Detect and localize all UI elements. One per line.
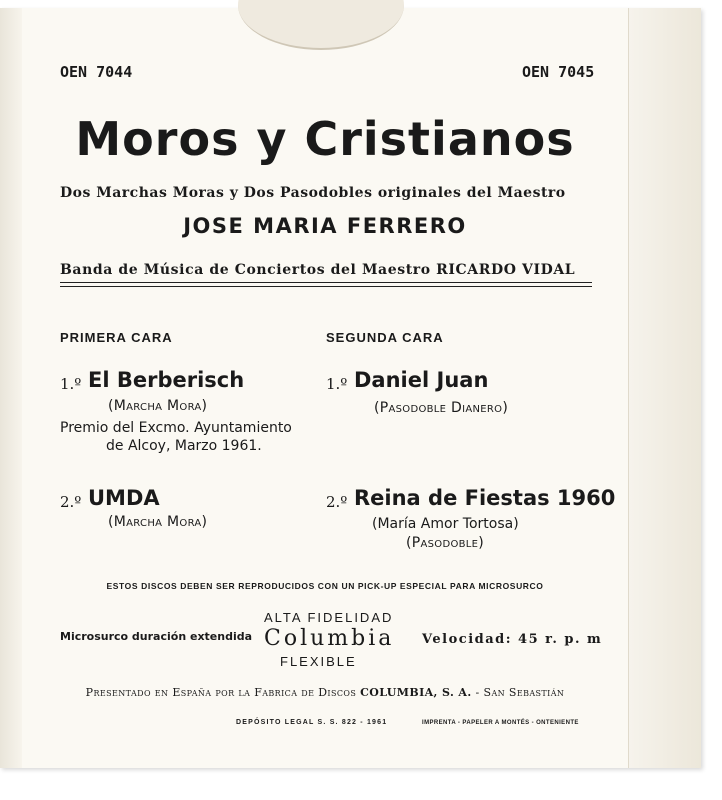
album-subtitle: Dos Marchas Moras y Dos Pasodobles originales del Maestro xyxy=(60,185,566,201)
divider-line-bottom xyxy=(60,286,592,287)
side-a-track-1-note-1: Premio del Excmo. Ayuntamiento xyxy=(60,420,292,436)
side-a-track-1-number: 1.º xyxy=(60,375,82,393)
band-credit: Banda de Música de Conciertos del Maestro RICARDO VIDAL xyxy=(60,262,576,278)
side-b-track-2-title: Reina de Fiestas 1960 xyxy=(354,486,616,510)
side-b-track-1-genre: (Pasodoble Dianero) xyxy=(374,400,509,416)
printer-credit: IMPRENTA - PAPELER A MONTÉS - ONTENIENTE xyxy=(422,720,579,726)
side-a-heading: PRIMERA CARA xyxy=(60,330,173,345)
side-a-track-2-number: 2.º xyxy=(60,493,82,511)
side-a-track-1-title: El Berberisch xyxy=(88,368,245,392)
side-b-track-1-title: Daniel Juan xyxy=(354,368,489,392)
side-b-track-2-number: 2.º xyxy=(326,493,348,511)
side-b-track-2-genre: (Pasodoble) xyxy=(406,535,485,551)
presented-suffix: - San Sebastián xyxy=(475,686,565,699)
presented-company: COLUMBIA, S. A. xyxy=(360,686,472,699)
side-a-track-1-note-2: de Alcoy, Marzo 1961. xyxy=(106,438,262,454)
presented-prefix: Presentado en España por la Fabrica de Discos xyxy=(85,686,357,699)
side-a-track-2-title: UMDA xyxy=(88,486,160,510)
album-title: Moros y Cristianos xyxy=(75,112,575,166)
flexible-label: FLEXIBLE xyxy=(280,654,357,669)
divider-line-top xyxy=(60,282,592,283)
side-b-track-2-author: (María Amor Tortosa) xyxy=(372,516,519,532)
side-a-track-2-genre: (Marcha Mora) xyxy=(108,514,208,530)
catalog-right: OEN 7045 xyxy=(522,63,595,81)
legal-deposit: DEPÓSITO LEGAL S. S. 822 - 1961 xyxy=(236,719,388,726)
catalog-left: OEN 7044 xyxy=(60,63,133,81)
format-label: Microsurco duración extendida xyxy=(60,630,253,643)
presented-by-line xyxy=(0,686,650,699)
composer-name: JOSE MARIA FERRERO xyxy=(183,214,467,238)
side-b-heading: SEGUNDA CARA xyxy=(326,330,444,345)
playback-warning: ESTOS DISCOS DEBEN SER REPRODUCIDOS CON UN PICK-UP ESPECIAL PARA MICROSURCO xyxy=(106,581,544,591)
speed-label: Velocidad: 45 r. p. m xyxy=(422,632,603,647)
hifi-label: ALTA FIDELIDAD xyxy=(264,610,394,625)
side-a-track-1-genre: (Marcha Mora) xyxy=(108,398,208,414)
side-b-track-1-number: 1.º xyxy=(326,375,348,393)
columbia-logo: Columbia xyxy=(264,626,395,651)
